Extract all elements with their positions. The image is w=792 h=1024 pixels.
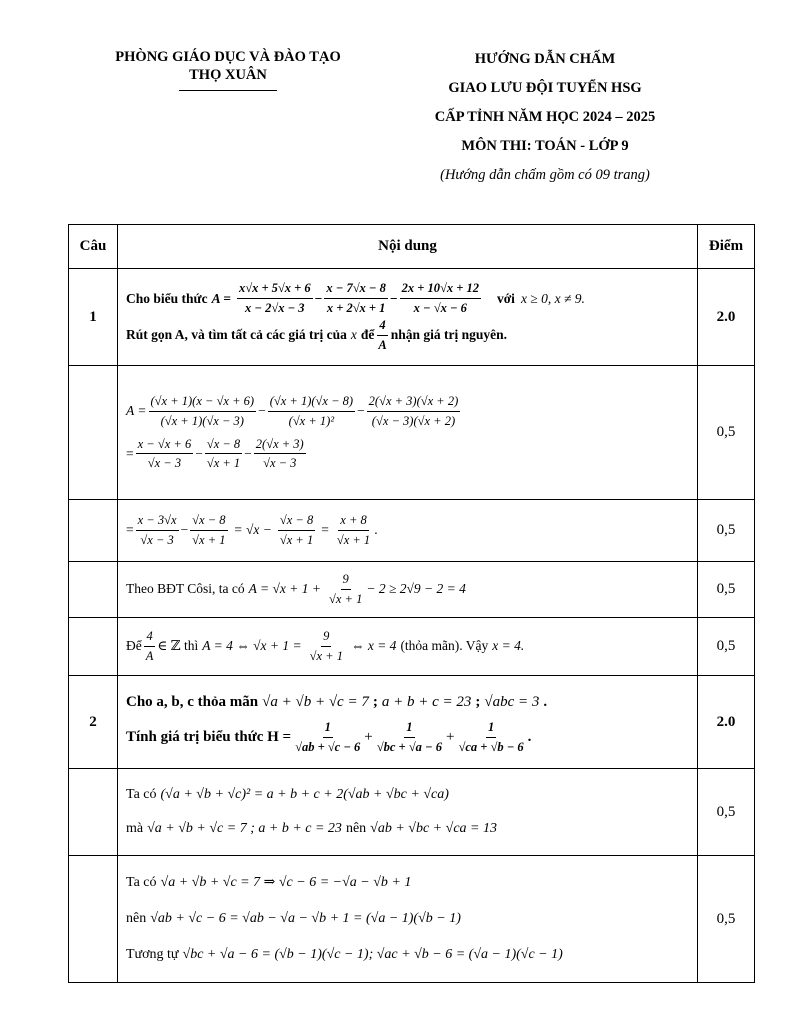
doc-title: HƯỚNG DẪN CHẤM [474,51,616,67]
q2-step-2-row [69,856,755,983]
frac [327,571,364,608]
frac [308,628,345,665]
frac-den: (√x + 1)(√x − 3) [160,413,244,428]
q1-task-line [126,317,689,354]
frac-den: √ab + √c − 6 [295,739,361,754]
doc-year: CẤP TỈNH NĂM HỌC 2024 – 2025 [434,109,656,125]
q1-step2-line: = $\frac{x - 3√x}{√x - 3}$ − $\frac{√x - 8}{√x + 1}$ = √x − $\frac{√x - 8}{√x + 1}$ = $\frac{x + 8}{√x + 1}$ . [126,513,378,547]
frac-num: (√x + 1)(x − √x + 6) [149,393,257,412]
frac-num: 1 [323,719,333,738]
frac-num: 1 [486,719,496,738]
frac [456,719,525,756]
frac-num: x√x + 5√x + 6 [237,280,313,299]
frac-den: A [378,337,387,352]
q2-task: Tính giá trị biểu thức H = [126,728,292,745]
step-expr-rhs: − 2 ≥ 2√9 − 2 = 4 [366,581,466,597]
q1-step-2-content [118,500,698,562]
step-expr: x = 4. [492,638,525,654]
step-expr: (√a + √b + √c)² = a + b + c + 2(√ab + √bc + √ca) [160,786,449,802]
q2-score: 2.0 [698,676,755,769]
header-cau: Câu [69,225,118,269]
step-expr: √a + √b + √c = 7 ; a + b + c = 23 [147,820,342,836]
q2-step1-line1 [126,778,689,812]
q2-step2-score: 0,5 [698,856,755,983]
step-expr: ⇔ x = 4 [350,638,397,654]
frac [293,719,362,756]
frac [205,436,242,473]
step-expr: √ab + √bc + √ca = 13 [370,820,497,836]
q2-given-line: Cho a, b, c thỏa mãn √a + √b + √c = 7 ; a + b + c = 23 ; √abc = 3 . [126,689,689,715]
q1-step-3-row [69,562,755,618]
frac-den: √x + 1 [206,456,241,471]
q1-step1-line1: A = $\frac{(√x + 1)(x - √x + 6)}{(√x + 1)(√x - 3)}$ − $\frac{(√x + 1)(√x - 8)}{\text{(√x + 1)²}}$ − $\frac{2(√x + 3)(√x + 2)}{(√x - 3)(√x + 2)}$ [126,393,459,428]
step-expr: √ab + √c − 6 = √ab − √a − √b + 1 = (√a − 1)(√b − 1) [150,910,461,926]
step-expr: A = 4 ⇔ √x + 1 = [202,638,302,654]
frac [278,512,315,549]
q2-step-1-content [118,769,698,856]
q1-condition: x ≥ 0, x ≠ 9. [520,290,585,306]
q1-step2-score: 0,5 [698,500,755,562]
q1-step1-score: 0,5 [698,366,755,500]
q1-cond-word: với [496,290,515,306]
frac-num: x − √x + 6 [136,436,194,455]
frac-den: √x − 3 [140,533,174,547]
step-text: mà [126,820,144,836]
district-name: THỌ XUÂN [189,67,267,83]
doc-subject: MÔN THI: TOÁN - LỚP 9 [461,138,629,154]
q1-task-var: x [350,327,357,343]
frac-num: 2(√x + 3) [254,436,306,455]
step-text: Tương tự [126,946,179,962]
frac-num: √x − 8 [278,512,315,531]
frac-den: √x − 3 [263,456,297,471]
question-number: 2 [69,676,118,769]
table-header-row [69,225,755,269]
frac-den: √x + 1 [279,533,314,547]
step-text: nên [345,820,367,836]
q1-expression-line: Cho biểu thức A = $\frac{x√x + 5√x + 6}{x - 2√x - 3}$ − $\frac{x - 7√x - 8}{x + 2√x + 1}$ − $\frac{2x + 10√x + 12}{x - √x - 6}$ với x ≥ 0, x ≠ 9. [126,281,585,316]
step-expr: √bc + √a − 6 = (√b − 1)(√c − 1); √ac + √b − 6 = (√a − 1)(√c − 1) [182,946,563,962]
q1-score: 2.0 [698,269,755,366]
frac-num: √x − 8 [190,512,227,531]
mid-expr: = √x − [233,522,272,538]
step-text: Theo BĐT Côsi, ta có [126,581,245,597]
header-underline [179,90,277,91]
doc-subtitle: GIAO LƯU ĐỘI TUYỂN HSG [448,80,642,96]
q1-step3-score: 0,5 [698,562,755,618]
q2-step2-line1 [126,865,689,901]
q2-given-1: √a + √b + √c = 7 [262,693,369,710]
frac-den: (√x + 1)² [288,413,335,428]
frac-den: √x − 3 [147,456,182,471]
q1-lhs: A = [211,290,231,306]
question-1-content [118,269,698,366]
q2-task-line: Tính giá trị biểu thức H = $\frac{1}{√ab + √c - 6}$ + $\frac{1}{√bc + √a - 6}$ + $\frac{1}{√ca + √b - 6}$ . [126,719,532,754]
step-text: (thỏa mãn). Vậy [400,638,489,654]
frac-num: x − 7√x − 8 [324,280,388,299]
step-text: Ta có [126,786,157,802]
frac-num: 4 [377,317,387,336]
q1-step3-line [126,571,689,608]
frac-num: 1 [404,719,414,738]
header-diem: Điểm [698,225,755,269]
document-title-block [400,48,690,193]
frac [136,512,179,549]
q1-step-4-content [118,618,698,676]
q1-step-4-row [69,618,755,676]
q1-step-1-content [118,366,698,500]
q1-frac-2 [324,280,388,317]
frac [149,393,257,430]
q2-step-2-content [118,856,698,983]
frac-num: 9 [341,571,351,590]
step-text: Để [126,638,142,654]
q2-intro: Cho a, b, c thỏa mãn [126,693,259,710]
q1-step-3-content [118,562,698,618]
frac-den: x − 2√x − 3 [245,301,305,316]
header-noi-dung: Nội dung [118,225,698,269]
lhs: A = [126,403,147,419]
frac [144,628,156,665]
step-expr: √a + √b + √c = 7 ⇒ √c − 6 = −√a − √b + 1 [160,874,412,890]
frac-den: √x + 1 [336,533,371,547]
frac [268,393,355,430]
frac-den: √ca + √b − 6 [458,739,524,754]
frac-den: √x + 1 [309,649,343,663]
frac [136,436,194,473]
frac-den: √x + 1 [192,533,226,547]
step-expr: A = √x + 1 + [248,581,321,597]
frac-den: √bc + √a − 6 [376,739,442,754]
department-name: PHÒNG GIÁO DỤC VÀ ĐÀO TẠO [115,49,341,65]
step-text: Ta có [126,874,157,890]
step-text: ∈ ℤ thì [157,638,199,654]
q1-task-frac [376,317,388,354]
q2-step1-score: 0,5 [698,769,755,856]
q1-step-2-row [69,500,755,562]
frac-den: √x + 1 [328,592,363,606]
q1-task-de: để [360,327,375,343]
grading-table [68,224,755,983]
q2-given-3: √abc = 3 [484,693,540,710]
q2-step1-line2 [126,812,689,846]
frac-num: 2(√x + 3)(√x + 2) [367,393,461,412]
q2-step2-line2 [126,901,689,937]
question-2-row [69,676,755,769]
step-text: nên [126,910,147,926]
question-number: 1 [69,269,118,366]
q1-step4-line [126,628,689,665]
question-1-row [69,269,755,366]
q1-task-text: Rút gọn A, và tìm tất cả các giá trị của [126,327,347,343]
frac-num: 4 [144,628,154,647]
frac-num: 9 [321,628,331,647]
frac-num: (√x + 1)(√x − 8) [268,393,355,412]
q2-step2-line3 [126,937,689,973]
frac-num: x + 8 [338,512,368,531]
frac [254,436,306,473]
frac [367,393,461,430]
frac-den: x − √x − 6 [413,301,467,316]
q1-step-1-row [69,366,755,500]
q1-step1-line2: = $\frac{x - √x + 6}{√x - 3}$ − $\frac{√x - 8}{√x + 1}$ − $\frac{2(√x + 3)}{√x - 3}$ [126,436,304,471]
question-2-content [118,676,698,769]
frac-den: x + 2√x + 1 [326,301,386,316]
frac-num: 2x + 10√x + 12 [400,280,481,299]
frac-den: (√x − 3)(√x + 2) [371,413,456,428]
q1-step4-score: 0,5 [698,618,755,676]
frac-num: √x − 8 [205,436,242,455]
frac [335,512,372,549]
q1-intro: Cho biểu thức [126,290,208,306]
q1-frac-3 [400,280,481,317]
frac-den: A [145,649,154,663]
q1-frac-1 [237,280,313,317]
frac [190,512,227,549]
doc-page-note: (Hướng dẫn chấm gồm có 09 trang) [440,167,650,183]
q2-step-1-row [69,769,755,856]
department-header [92,48,364,91]
q1-task-end: nhận giá trị nguyên. [390,327,507,343]
frac [375,719,444,756]
frac-num: x − 3√x [136,512,179,531]
q2-given-2: a + b + c = 23 [381,693,472,710]
